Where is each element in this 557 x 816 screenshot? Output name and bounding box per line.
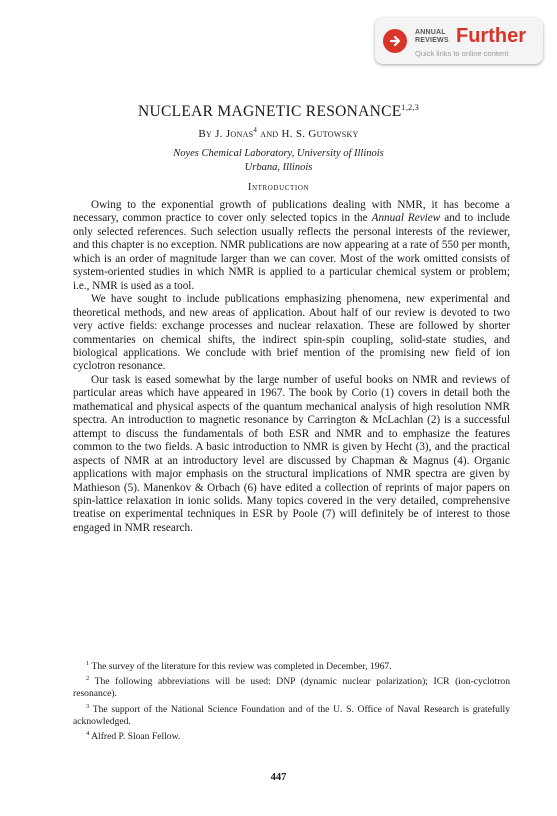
author-affiliation <box>0 147 557 174</box>
further-link-icon <box>383 29 407 53</box>
article-title <box>0 103 557 121</box>
brand-line-1: ANNUAL <box>415 29 446 36</box>
author-1-footnote-mark: 4 <box>253 126 258 134</box>
article-title-text: NUCLEAR MAGNETIC RESONANCE <box>137 103 402 120</box>
brand-line-2: REVIEWS <box>415 37 449 44</box>
footnote-text: Alfred P. Sloan Fellow. <box>89 731 181 743</box>
author-2: and H. S. Gutowsky <box>257 128 359 140</box>
paragraph-1-part-2: and to include only selected references. Such selection usually reflects the personal interests of the reviewer, and this chapter is no exception. NMR publications are now appearing at a rate of 550 per month, which is an order of magnitude larger than we can cover. Most of the work omitted consists of system-oriented studies in which NMR is applied to a particular chemical system or problem; i.e., NMR is used as a tool. <box>73 212 511 292</box>
title-footnote-marks: 1,2,3 <box>401 103 420 112</box>
further-subtitle: Quick links to online content <box>415 49 509 58</box>
page-number: 447 <box>270 772 287 783</box>
paragraph-2: We have sought to include publications emphasizing phenomena, new experimental and theoretical methods, and new areas of application. About half of our review is devoted to two very active fields: exchange processes and nuclear relaxation. These are followed by shorter commentaries on chemical shifts, the indirect spin-spin coupling, solid-state studies, and biological applications. We conclude with brief mention of the promising new field of ion cyclotron resonance. <box>73 293 510 373</box>
author-1: By J. Jonas <box>198 128 254 140</box>
footnote-mark: 3 <box>86 702 90 710</box>
paragraph-1 <box>73 199 510 293</box>
footnote-text: The survey of the literature for this review was completed in December, 1967. <box>89 661 392 672</box>
paragraph-3: Our task is eased somewhat by the large number of useful books on NMR and reviews of particular areas which have appeared in 1967. The book by Corio (1) covers in detail both the mathematical and physical aspects of the quantum mechanical analysis of high resolution NMR spectra. An introduction to magnetic resonance by Carrington & McLachlan (2) is a successful attempt to discuss the fundamentals of both ESR and NMR and to emphasize the features common to the two fields. A basic introduction to NMR is given by Hecht (3), and the practical aspects of NMR at an introductory level are discussed by Chapman & Magnus (4). Organic applications with major emphasis on the structural implications of NMR spectra are given by Mathieson (5). Manenkov & Orbach (6) have edited a collection of reprints of major papers on spin-lattice relaxation in ionic solids. Many topics covered in the very detailed, comprehensive treatise on experimental techniques in ESR by Poole (7) will definitely be of interest to those engaged in NMR research. <box>73 373 510 534</box>
affiliation-line-1: Noyes Chemical Laboratory, University of Illinois <box>173 148 384 159</box>
annual-reviews-further-badge[interactable] <box>375 18 543 64</box>
footnote-mark: 4 <box>86 730 90 738</box>
footnote-1 <box>73 658 510 673</box>
footnote-mark: 2 <box>86 675 90 683</box>
paragraph-1-part-1: Owing to the exponential growth of publications dealing with NMR, it has become a necessary, common practice to cover only selected topics in the <box>73 199 510 225</box>
footnote-3 <box>73 701 510 728</box>
article-authors <box>0 126 557 140</box>
section-heading: Introduction <box>247 182 310 193</box>
footnote-text: The following abbreviations will be used: DNP (dynamic nuclear polarization); ICR (ion-cyclotron resonance). <box>73 676 510 700</box>
affiliation-line-2: Urbana, Illinois <box>244 161 313 173</box>
article-body <box>73 199 510 535</box>
annual-reviews-logo <box>415 29 449 45</box>
footnotes <box>73 658 510 743</box>
further-title: Further <box>456 25 526 47</box>
footnote-2 <box>73 673 510 700</box>
footnote-mark: 1 <box>86 660 90 667</box>
journal-name: Annual Review <box>371 212 441 225</box>
footnote-4 <box>73 728 510 743</box>
footnote-text: The support of the National Science Foundation and of the U. S. Office of Naval Research is gratefully acknowledged. <box>73 703 510 727</box>
